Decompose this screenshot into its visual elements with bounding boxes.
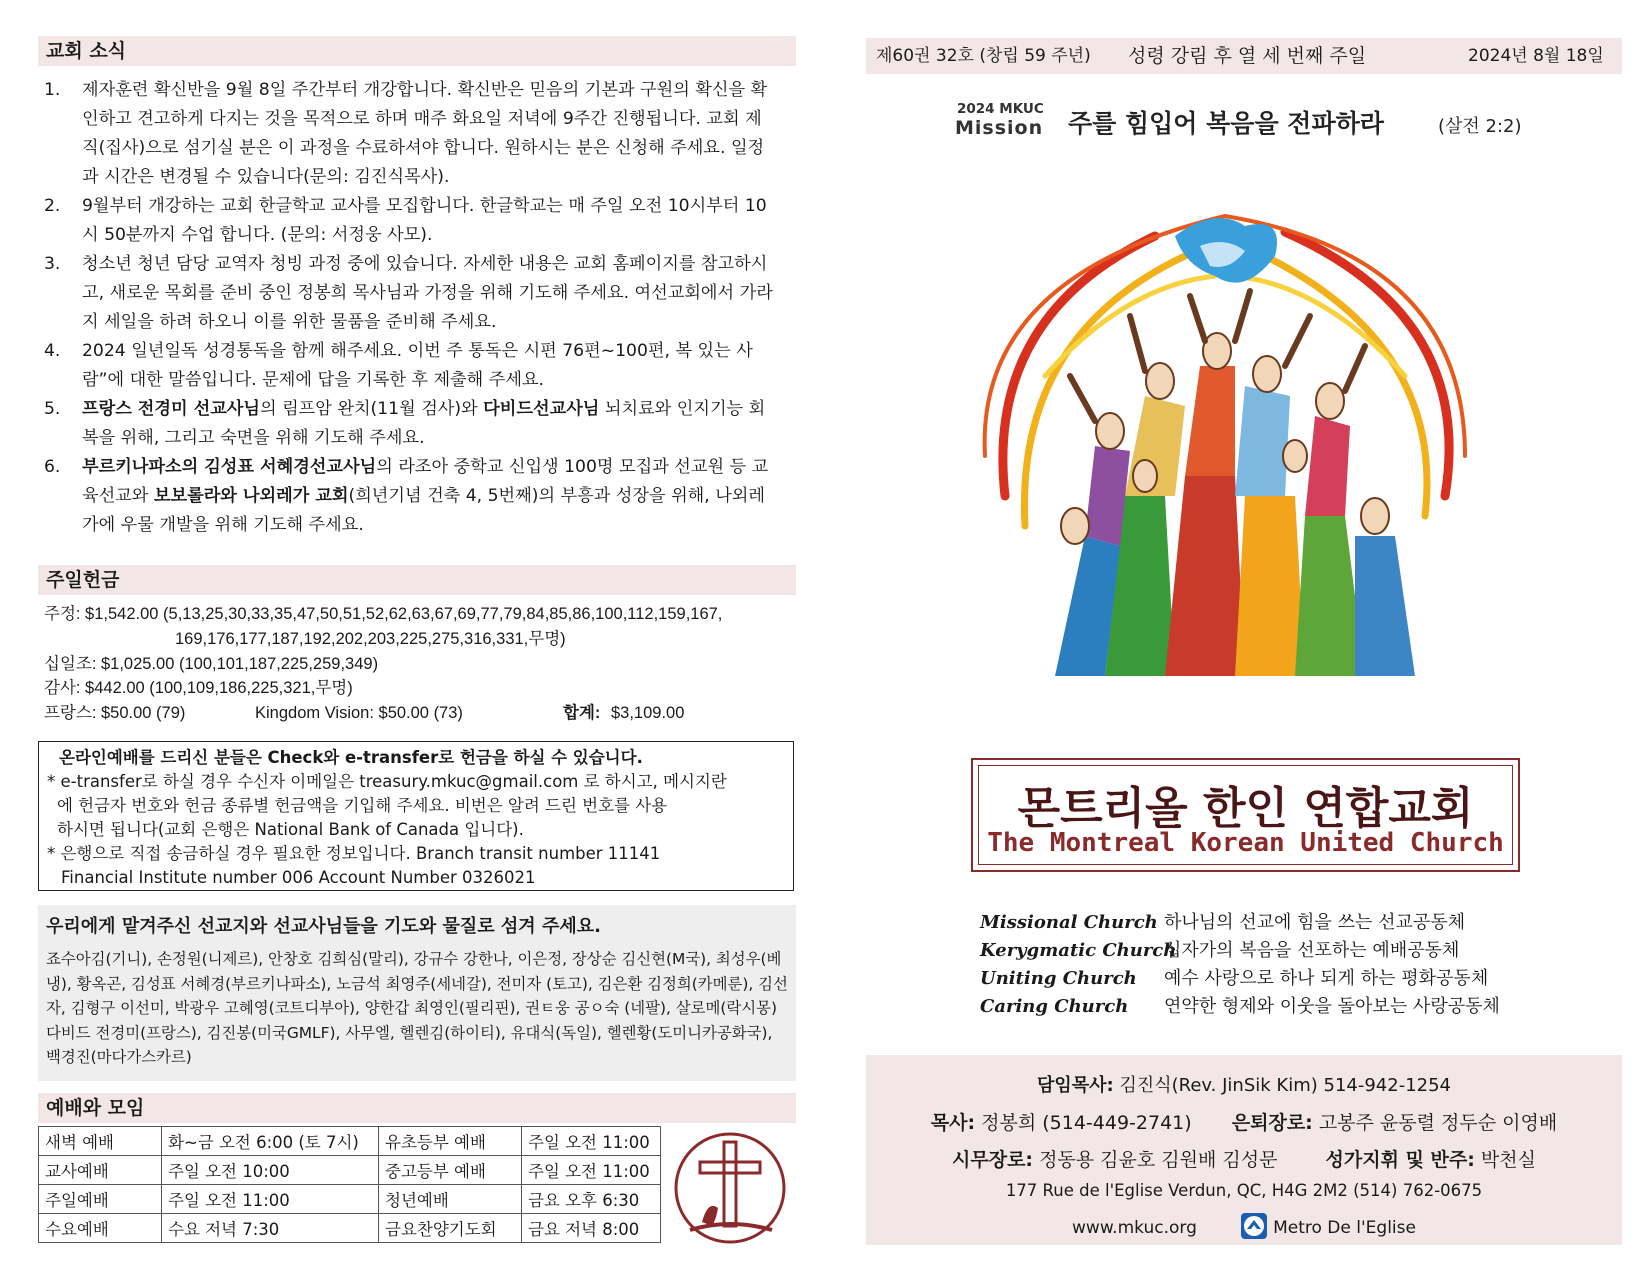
church-name-box [971, 758, 1520, 872]
table-cell: 주일 오전 11:00 [162, 1185, 379, 1214]
offering-line: 169,176,177,187,192,202,203,225,275,316,331,무명) [175, 630, 566, 648]
news-item-number: 4. [44, 341, 61, 361]
online-giving-line: Financial Institute number 006 Account Number 0326021 [61, 868, 536, 887]
church-name-korean: 몬트리올 한인 연합교회 [1017, 783, 1474, 834]
issue-header [866, 38, 1622, 74]
online-giving-line: 하시면 됩니다(교회 은행은 National Bank of Canada 입니다). [57, 820, 524, 839]
motto-row [980, 992, 1500, 1018]
news-item-number: 1. [44, 80, 61, 100]
news-item-text: (희년기념 건축 4, 5번째)의 부흥과 성장을 위해, 나외레가에 우물 개발을 위해 기도해 주세요. [82, 486, 766, 535]
motto-english: Caring Church [980, 996, 1129, 1017]
news-item [40, 395, 775, 453]
motto-korean: 연약한 형제와 이웃을 돌아보는 사랑공동체 [1164, 996, 1500, 1017]
news-bold: 부르키나파소의 김성표 서혜경선교사님 [82, 457, 377, 477]
news-item-text: 9월부터 개강하는 교회 한글학교 교사를 모집합니다. 한글학교는 매 주일 오전 10시부터 10시 50분까지 수업 합니다. (문의: 서정웅 사모). [82, 196, 767, 245]
news-item-text: 2024 일년일독 성경통독을 함께 해주세요. 이번 주 통독은 시편 76편~100편, 복 있는 사람”에 대한 말씀입니다. 문제에 답을 기록한 후 제출해 주세요. [82, 341, 753, 390]
services-heading: 예배와 모임 [38, 1093, 796, 1123]
pastor: 정봉희 (514-449-2741) [981, 1112, 1192, 1134]
senior-pastor: 김진식(Rev. JinSik Kim) 514-942-1254 [1119, 1075, 1452, 1096]
table-cell: 금요찬양기도회 [379, 1214, 522, 1243]
table-cell: 주일 오전 10:00 [162, 1156, 379, 1185]
motto-english: Missional Church [980, 912, 1158, 933]
news-item-number: 6. [44, 457, 61, 477]
table-cell: 교사예배 [39, 1156, 162, 1185]
news-item-number: 5. [44, 399, 61, 419]
news-item-text: 청소년 청년 담당 교역자 청빙 과정 중에 있습니다. 자세한 내용은 교회 홈페이지를 참고하시고, 새로운 목회를 준비 중인 정봉희 목사님과 가정을 위해 기도해 주세요. 여선교회에서 가라지 세일을 하려 하오니 이를 위한 물품을 준비해 주세요. [82, 254, 773, 332]
offering-line: 감사: $442.00 (100,109,186,225,321,무명) [44, 679, 353, 697]
news-item [40, 76, 775, 192]
motto-row [980, 908, 1465, 934]
motto-korean: 하나님의 선교에 힘을 쓰는 선교공동체 [1164, 912, 1466, 933]
online-giving-line: * e-transfer로 하실 경우 수신자 이메일은 treasury.mkuc@gmail.com 로 하시고, 메시지란 [47, 772, 727, 791]
table-cell: 금요 저녁 8:00 [522, 1214, 661, 1243]
motto-korean: 십자가의 복음을 선포하는 예배공동체 [1164, 940, 1460, 961]
news-item [40, 250, 775, 337]
senior-pastor-row [866, 1071, 1622, 1097]
table-cell: 새벽 예배 [39, 1127, 162, 1156]
table-cell: 유초등부 예배 [379, 1127, 522, 1156]
motto-english: Uniting Church [980, 968, 1137, 989]
table-row [39, 1127, 661, 1156]
offering-line: 프랑스: $50.00 (79) [44, 704, 186, 722]
news-item [40, 337, 775, 395]
motto-row [980, 964, 1488, 990]
news-list [40, 76, 775, 540]
news-bold: 프랑스 전경미 선교사님 [82, 399, 260, 419]
table-row [39, 1214, 661, 1243]
issue-volume: 제60권 32호 (창립 59 주년) [876, 46, 1091, 66]
issue-sunday: 성령 강림 후 열 세 번째 주일 [1128, 45, 1367, 67]
elders-row [866, 1145, 1622, 1172]
table-cell: 청년예배 [379, 1185, 522, 1214]
online-giving-box [38, 741, 794, 891]
mission-label: Mission [955, 117, 1044, 139]
mission-theme: 주를 힘입어 복음을 전파하라 [1068, 109, 1384, 138]
metro-station: Metro De l'Eglise [1273, 1218, 1416, 1238]
services-table [38, 1126, 661, 1243]
church-website[interactable]: www.mkuc.org [1072, 1218, 1197, 1238]
retired-elders: 고봉주 윤동렬 정두순 이영배 [1318, 1112, 1558, 1134]
church-address: 177 Rue de l'Eglise Verdun, QC, H4G 2M2 (514) 762-0675 [1005, 1181, 1483, 1200]
metro-icon [1240, 1212, 1268, 1240]
offering-heading: 주일헌금 [38, 565, 796, 595]
news-bold: 보보롤라와 나외레가 교회 [153, 486, 349, 506]
motto-row [980, 936, 1459, 962]
news-item-text: 제자훈련 확신반을 9월 8일 주간부터 개강합니다. 확신반은 믿음의 기본과 구원의 확신을 확인하고 견고하게 다지는 것을 목적으로 하며 매주 화요일 저녁에 9주간 진행됩니다. 교회 제직(집사)으로 섬기실 분은 이 과정을 수료하셔야 합니다. 원하시는 분은 신청해 주세요. 일정과 시간은 변경될 수 있습니다(문의: 김진식목사). [82, 80, 768, 187]
table-cell: 주일 오전 11:00 [522, 1156, 661, 1185]
web-row [866, 1212, 1622, 1240]
cross-logo-icon [672, 1130, 788, 1246]
table-cell: 화~금 오전 6:00 (토 7시) [162, 1127, 379, 1156]
offering-line: 주정: $1,542.00 (5,13,25,30,33,35,47,50,51,52,62,63,67,69,77,79,84,85,86,100,112,159,167, [44, 605, 723, 623]
table-cell: 중고등부 예배 [379, 1156, 522, 1185]
retired-elders-label: 은퇴장로: [1231, 1112, 1313, 1134]
choir: 박천실 [1480, 1149, 1536, 1171]
offering-line: 십일조: $1,025.00 (100,101,187,225,259,349) [44, 655, 379, 673]
missionaries-box [38, 905, 796, 1081]
staff-contact-box [866, 1055, 1622, 1245]
motto-korean: 예수 사랑으로 하나 되게 하는 평화공동체 [1164, 968, 1489, 989]
offering-line: Kingdom Vision: $50.00 (73) [255, 704, 463, 722]
pastor-row [866, 1108, 1622, 1135]
online-giving-line: * 은행으로 직접 송금하실 경우 필요한 정보입니다. Branch transit number 11141 [47, 844, 661, 863]
table-cell: 수요 저녁 7:30 [162, 1214, 379, 1243]
mission-theme-reference: (살전 2:2) [1438, 116, 1522, 137]
choir-label: 성가지휘 및 반주: [1325, 1149, 1475, 1171]
table-row [39, 1185, 661, 1214]
pastor-label: 목사: [930, 1112, 976, 1134]
news-item-text: 뇌치료와 인지기능 회복을 위해, 그리고 숙면을 위해 기도해 주세요. [82, 399, 766, 448]
mission-year-label: 2024 MKUC [957, 101, 1044, 117]
motto-english: Kerygmatic Church [980, 940, 1177, 961]
news-item [40, 192, 775, 250]
news-bold: 다비드선교사님 [483, 399, 600, 419]
church-name-english: The Montreal Korean United Church [987, 828, 1504, 858]
table-cell: 주일 오전 11:00 [522, 1127, 661, 1156]
pentecost-illustration [945, 196, 1505, 706]
missionaries-title: 우리에게 맡겨주신 선교지와 선교사님들을 기도와 물질로 섬겨 주세요. [46, 916, 601, 937]
table-cell: 금요 오후 6:30 [522, 1185, 661, 1214]
news-item-text: 의 라조아 중학교 신입생 100명 모집과 선교원 등 교육선교와 [82, 457, 769, 506]
online-giving-title: 온라인예배를 드리신 분들은 Check와 e-transfer로 헌금을 하실 수 있습니다. [59, 748, 643, 767]
senior-pastor-label: 담임목사: [1036, 1075, 1114, 1096]
issue-date: 2024년 8월 18일 [1468, 46, 1604, 66]
elders: 정동용 김윤호 김원배 김성문 [1039, 1149, 1278, 1171]
news-heading: 교회 소식 [38, 36, 796, 66]
table-cell: 주일예배 [39, 1185, 162, 1214]
news-item-text: 의 림프암 완치(11월 검사)와 [260, 399, 484, 419]
news-item-number: 3. [44, 254, 61, 274]
missionaries-list: 죠수아김(기니), 손정원(니제르), 안창호 김희심(말리), 강규수 강한나, 이은정, 장상순 김신현(M국), 최성우(베냉), 황옥곤, 김성표 서혜경(부르키나파소), 노금석 최영주(세네갈), 전미자 (토고), 김은환 김정희(카메룬), 김선자, 김형구 이선미, 박광우 고혜영(코트디부아), 양한갑 최영인(필리핀), 권ㅌ웅 공ㅇ숙 (네팔), 살로메(락시몽) 다비드 전경미(프랑스), 김진봉(미국GMLF), 사무엘, 헬렌김(하이티), 유대식(독일), 헬렌황(도미니카공화국), 백경진(마다가스카르) [46, 950, 788, 1066]
table-cell: 수요예배 [39, 1214, 162, 1243]
offering-total-label: 합계: [563, 704, 601, 722]
elders-label: 시무장로: [952, 1149, 1034, 1171]
news-item [40, 453, 775, 540]
offering-total: $3,109.00 [611, 704, 685, 722]
news-item-number: 2. [44, 196, 61, 216]
online-giving-line: 에 헌금자 번호와 헌금 종류별 헌금액을 기입해 주세요. 비번은 알려 드린 번호를 사용 [57, 796, 668, 815]
table-row [39, 1156, 661, 1185]
